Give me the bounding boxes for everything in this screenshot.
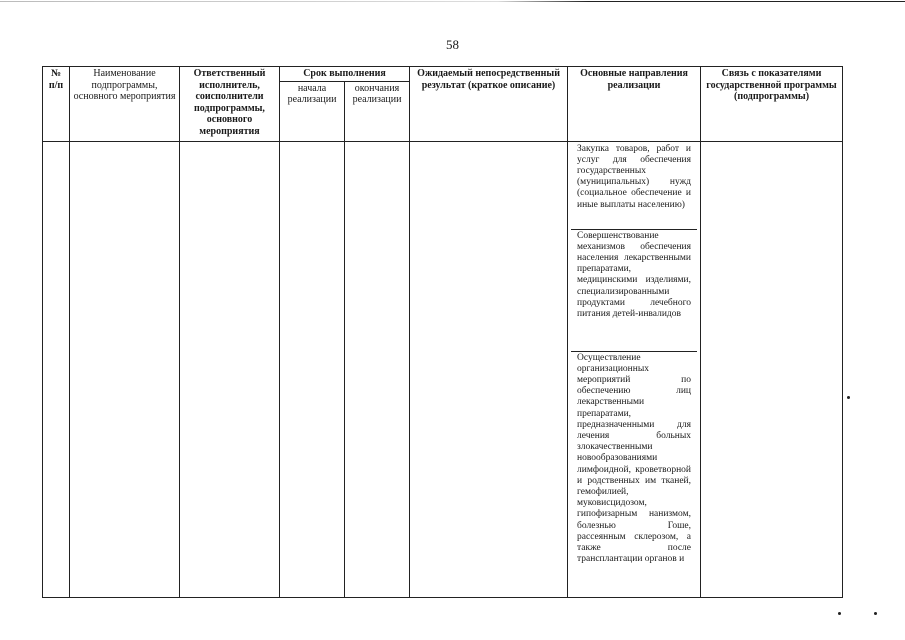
- cell-link: [701, 141, 843, 598]
- scan-speck: [838, 612, 841, 615]
- header-result: Ожидаемый непосредственный результат (краткое описание): [410, 67, 568, 142]
- header-responsible: Ответственный исполнитель, соисполнители подпрограммы, основного мероприятия: [180, 67, 280, 142]
- header-num: № п/п: [43, 67, 70, 142]
- page-number: 58: [446, 37, 459, 52]
- header-link: Связь с показателями государственной программы (подпрограммы): [701, 67, 843, 142]
- cell-result: [410, 141, 568, 598]
- header-name: Наименование подпрограммы, основного мероприятия: [70, 67, 180, 142]
- direction-item: Осуществление организационных мероприятий по обеспечению лиц лекарственными препаратами, предназначенными для лечения больных злокачественными новообразованиями лимфоидной, кроветворной и родственных им тканей, гемофилией, муковисцидозом, гипофизарным нанизмом, болезнью Гоше, рассеянным склерозом, а также после трансплантации органов и: [577, 352, 692, 565]
- header-term-start: начала реализации: [280, 81, 345, 141]
- direction-item: Совершенствование механизмов обеспечения населения лекарственными препаратами, медицинскими изделиями, специализированными продуктами лечебного питания детей-инвалидов: [571, 230, 697, 352]
- cell-term-start: [280, 141, 345, 598]
- scan-speck: [874, 612, 877, 615]
- header-term: Срок выполнения: [280, 67, 410, 82]
- cell-num: [43, 141, 70, 598]
- header-term-end: окончания реализации: [345, 81, 410, 141]
- cell-term-end: [345, 141, 410, 598]
- scan-edge-line: [0, 1, 905, 2]
- cell-directions: [568, 141, 701, 598]
- direction-item: Закупка товаров, работ и услуг для обеспечения государственных (муниципальных) нужд (социальное обеспечение и иные выплаты населению): [571, 143, 697, 230]
- scan-speck: [847, 396, 850, 399]
- program-table: [42, 66, 843, 598]
- cell-name: [70, 141, 180, 598]
- header-directions: Основные направления реализации: [568, 67, 701, 142]
- cell-responsible: [180, 141, 280, 598]
